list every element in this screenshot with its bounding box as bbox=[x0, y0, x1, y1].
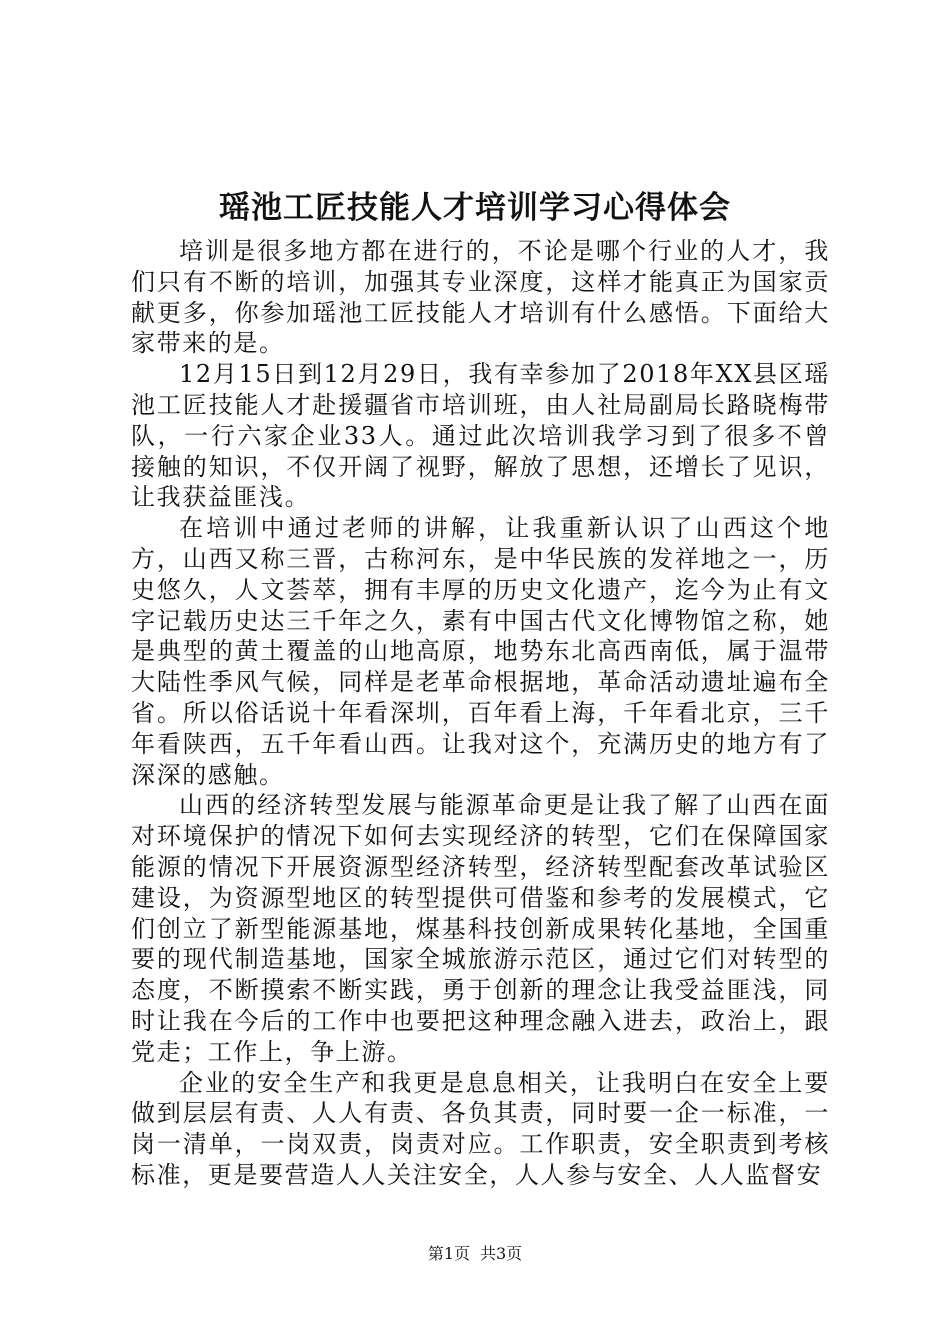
page-total: 共3页 bbox=[480, 1244, 523, 1263]
paragraph: 企业的安全生产和我更是息息相关，让我明白在安全上要做到层层有责、人人有责、各负其责，同时要一企一标准，一岗一清单，一岗双责，岗责对应。工作职责，安全职责到考核标准，更是要营造人人关注安全，人人参与安全、人人监督安 bbox=[131, 1068, 830, 1189]
paragraph: 培训是很多地方都在进行的，不论是哪个行业的人才，我们只有不断的培训，加强其专业深度，这样才能真正为国家贡献更多，你参加瑶池工匠技能人才培训有什么感悟。下面给大家带来的是。 bbox=[131, 237, 830, 358]
page-number: 第1页 bbox=[427, 1244, 470, 1263]
document-body bbox=[131, 236, 830, 1191]
document-title: 瑶池工匠技能人才培训学习心得体会 bbox=[219, 190, 731, 226]
paragraph: 山西的经济转型发展与能源革命更是让我了解了山西在面对环境保护的情况下如何去实现经济的转型，它们在保障国家能源的情况下开展资源型经济转型，经济转型配套改革试验区建设，为资源型地区的转型提供可借鉴和参考的发展模式，它们创立了新型能源基地，煤基科技创新成果转化基地，全国重要的现代制造基地，国家全城旅游示范区，通过它们对转型的态度，不断摸索不断实践，勇于创新的理念让我受益匪浅，同时让我在今后的工作中也要把这种理念融入进去，政治上，跟党走；工作上，争上游。 bbox=[131, 791, 830, 1066]
paragraph: 在培训中通过老师的讲解，让我重新认识了山西这个地方，山西又称三晋，古称河东，是中华民族的发祥地之一，历史悠久，人文荟萃，拥有丰厚的历史文化遗产，迄今为止有文字记载历史达三千年之久，素有中国古代文化博物馆之称，她是典型的黄土覆盖的山地高原，地势东北高西南低，属于温带大陆性季风气候，同样是老革命根据地，革命活动遗址遍布全省。所以俗话说十年看深圳，百年看上海，千年看北京，三千年看陕西，五千年看山西。让我对这个，充满历史的地方有了深深的感触。 bbox=[131, 514, 830, 789]
page-footer bbox=[0, 1243, 950, 1265]
paragraph: 12月15日到12月29日，我有幸参加了2018年XX县区瑶池工匠技能人才赴援疆省市培训班，由人社局副局长路晓梅带队，一行六家企业33人。通过此次培训我学习到了很多不曾接触的知识，不仅开阔了视野，解放了思想，还增长了见识，让我获益匪浅。 bbox=[131, 360, 830, 512]
